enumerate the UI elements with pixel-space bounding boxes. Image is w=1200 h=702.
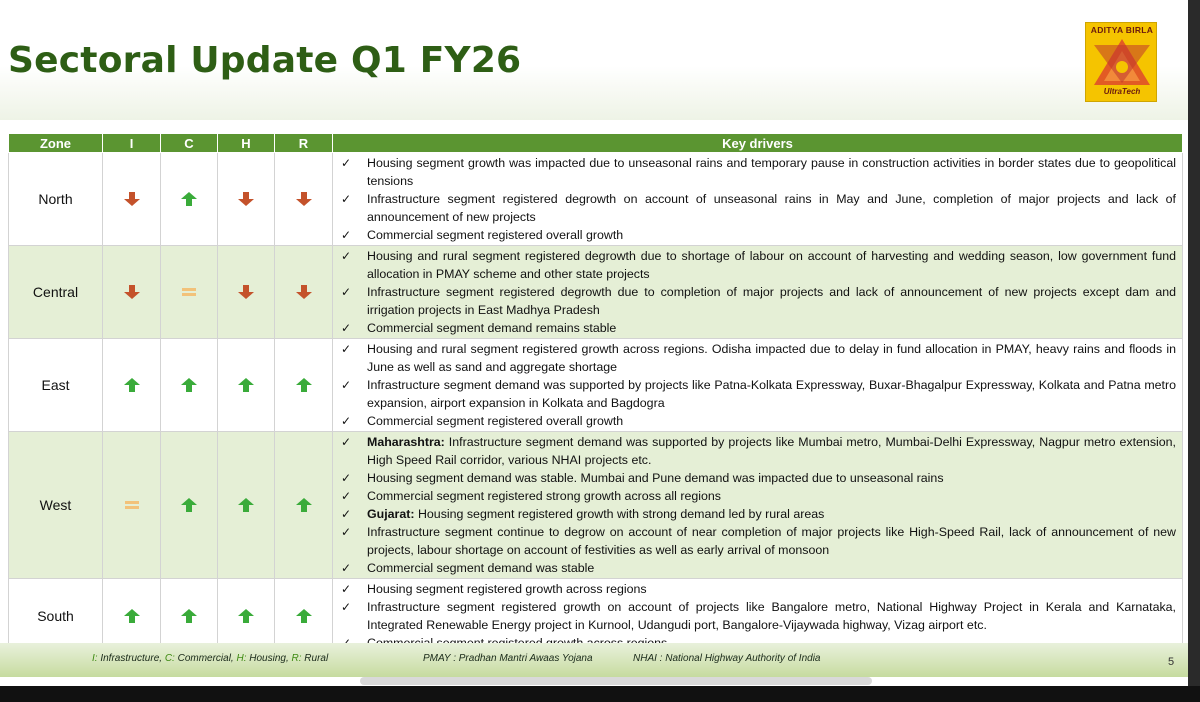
signal-rural: [275, 153, 333, 246]
zone-name: South: [9, 579, 103, 654]
legend-label: Commercial,: [174, 653, 237, 664]
growth-arrow-up-icon: [238, 378, 254, 392]
driver-region-label: Maharashtra:: [367, 435, 445, 449]
page-number: 5: [1168, 656, 1175, 668]
key-drivers-cell: [333, 153, 1183, 246]
zone-name: East: [9, 339, 103, 432]
driver-list: [339, 433, 1176, 577]
signal-rural: [275, 339, 333, 432]
driver-list: [339, 580, 1176, 652]
growth-arrow-up-icon: [181, 192, 197, 206]
driver-item: [339, 190, 1176, 226]
logo-brand-text: ADITYA BIRLA: [1090, 25, 1154, 35]
header-housing: H: [218, 134, 275, 153]
driver-item: [339, 580, 1176, 598]
signal-infrastructure: [103, 339, 161, 432]
driver-text: Commercial segment demand remains stable: [367, 321, 617, 335]
driver-item: [339, 154, 1176, 190]
driver-text: Housing segment demand was stable. Mumbai and Pune demand was impacted due to unseasonal rains: [367, 471, 944, 485]
driver-text: Infrastructure segment registered degrowth on account of unseasonal rains in May and June, completion of major projects and lack of announcement of new projects: [367, 192, 1176, 224]
driver-item: [339, 487, 1176, 505]
logo-product-text: UltraTech: [1103, 87, 1141, 96]
header-key-drivers: Key drivers: [333, 134, 1183, 153]
driver-list: [339, 340, 1176, 430]
driver-text: Infrastructure segment demand was supported by projects like Patna-Kolkata Expressway, Buxar-Bhagalpur Expressway, Kolkata and Patna metro expansion, airport expansion in Kolkata and Bagdogra: [367, 378, 1176, 410]
degrowth-arrow-down-icon: [296, 285, 312, 299]
driver-text: Commercial segment registered overall growth: [367, 228, 624, 242]
driver-item: [339, 412, 1176, 430]
signal-housing: [218, 246, 275, 339]
header-infrastructure: I: [103, 134, 161, 153]
header-zone: Zone: [9, 134, 103, 153]
zone-row-central: [9, 246, 1183, 339]
driver-item: [339, 505, 1176, 523]
growth-arrow-up-icon: [124, 609, 140, 623]
header-commercial: C: [161, 134, 218, 153]
driver-text: Commercial segment registered strong growth across all regions: [367, 489, 721, 503]
driver-item: [339, 226, 1176, 244]
legend-code: C:: [164, 653, 175, 664]
signal-housing: [218, 339, 275, 432]
signal-commercial: [161, 339, 218, 432]
signal-rural: [275, 246, 333, 339]
driver-item: [339, 598, 1176, 634]
driver-text: Infrastructure segment continue to degrow on account of near completion of major projects like High-Speed Rail, lack of announcement of new projects, labour shortage on account of festivities as well as early arrival of monsoon: [367, 525, 1176, 557]
signal-rural: [275, 432, 333, 579]
growth-arrow-up-icon: [181, 378, 197, 392]
pmay-footnote: PMAY : Pradhan Mantri Awaas Yojana: [423, 653, 593, 664]
growth-arrow-up-icon: [181, 609, 197, 623]
growth-arrow-up-icon: [181, 498, 197, 512]
driver-item: [339, 559, 1176, 577]
legend-code: R:: [291, 653, 302, 664]
key-drivers-cell: [333, 246, 1183, 339]
key-drivers-cell: [333, 432, 1183, 579]
driver-item: [339, 283, 1176, 319]
table-body: [9, 153, 1183, 654]
degrowth-arrow-down-icon: [238, 192, 254, 206]
driver-item: [339, 340, 1176, 376]
driver-item: [339, 247, 1176, 283]
driver-list: [339, 247, 1176, 337]
zone-name: West: [9, 432, 103, 579]
zone-row-west: [9, 432, 1183, 579]
driver-item: [339, 433, 1176, 469]
legend-label: Housing,: [246, 653, 292, 664]
degrowth-arrow-down-icon: [124, 285, 140, 299]
legend-code: I:: [92, 653, 98, 664]
window-bottom-bar: [0, 686, 1200, 702]
growth-arrow-up-icon: [296, 609, 312, 623]
driver-text: Housing segment registered growth with strong demand led by rural areas: [414, 507, 825, 521]
segment-legend: [92, 653, 328, 664]
growth-arrow-up-icon: [238, 609, 254, 623]
growth-arrow-up-icon: [296, 378, 312, 392]
growth-arrow-up-icon: [238, 498, 254, 512]
sector-table: [8, 133, 1183, 654]
page-title: Sectoral Update Q1 FY26: [8, 40, 522, 81]
driver-item: [339, 523, 1176, 559]
signal-housing: [218, 153, 275, 246]
legend-code: H:: [236, 653, 247, 664]
zone-name: Central: [9, 246, 103, 339]
driver-text: Infrastructure segment registered degrowth due to completion of major projects and lack of announcement of new projects except dam and irrigation projects in East Madhya Pradesh: [367, 285, 1176, 317]
driver-item: [339, 469, 1176, 487]
signal-housing: [218, 432, 275, 579]
growth-arrow-up-icon: [124, 378, 140, 392]
table-header-row: [9, 134, 1183, 153]
driver-item: [339, 376, 1176, 412]
company-logo: [1085, 22, 1157, 102]
window-edge: [1188, 0, 1200, 702]
stable-icon: [181, 285, 197, 299]
signal-commercial: [161, 246, 218, 339]
header-rural: R: [275, 134, 333, 153]
degrowth-arrow-down-icon: [238, 285, 254, 299]
growth-arrow-up-icon: [296, 498, 312, 512]
driver-text: Housing segment registered growth across regions: [367, 582, 647, 596]
degrowth-arrow-down-icon: [296, 192, 312, 206]
nhai-footnote: NHAI : National Highway Authority of India: [633, 653, 821, 664]
signal-commercial: [161, 153, 218, 246]
driver-text: Housing segment growth was impacted due to unseasonal rains and temporary pause in construction activities in border states due to geopolitical tensions: [367, 156, 1176, 188]
zone-row-north: [9, 153, 1183, 246]
driver-text: Commercial segment demand was stable: [367, 561, 595, 575]
driver-list: [339, 154, 1176, 244]
key-drivers-cell: [333, 339, 1183, 432]
signal-infrastructure: [103, 246, 161, 339]
signal-infrastructure: [103, 432, 161, 579]
signal-commercial: [161, 432, 218, 579]
stable-icon: [124, 498, 140, 512]
zone-row-east: [9, 339, 1183, 432]
driver-item: [339, 319, 1176, 337]
driver-text: Infrastructure segment demand was supported by projects like Mumbai metro, Mumbai-Delhi Expressway, Nagpur metro extension, High Speed Rail corridor, various NHAI projects etc.: [367, 435, 1176, 467]
degrowth-arrow-down-icon: [124, 192, 140, 206]
horizontal-scrollbar[interactable]: [360, 677, 872, 685]
zone-name: North: [9, 153, 103, 246]
driver-text: Commercial segment registered overall growth: [367, 414, 624, 428]
legend-label: Rural: [301, 653, 329, 664]
driver-text: Housing and rural segment registered degrowth due to shortage of labour on account of harvesting and wedding season, low government fund allocation in PMAY scheme and other state projects: [367, 249, 1176, 281]
driver-text: Housing and rural segment registered growth across regions. Odisha impacted due to delay in fund allocation in PMAY, heavy rains and floods in June as well as sand and aggregate shortage: [367, 342, 1176, 374]
legend-label: Infrastructure,: [97, 653, 165, 664]
driver-text: Infrastructure segment registered growth on account of projects like Bangalore metro, National Highway Project in Kerala and Karnataka, Integrated Renewable Energy project in Kurnool, Udangudi port, Bangalore-Vijaywada highway, Vizag airport etc.: [367, 600, 1176, 632]
driver-region-label: Gujarat:: [367, 507, 415, 521]
logo-emblem-icon: [1092, 37, 1152, 87]
signal-infrastructure: [103, 153, 161, 246]
